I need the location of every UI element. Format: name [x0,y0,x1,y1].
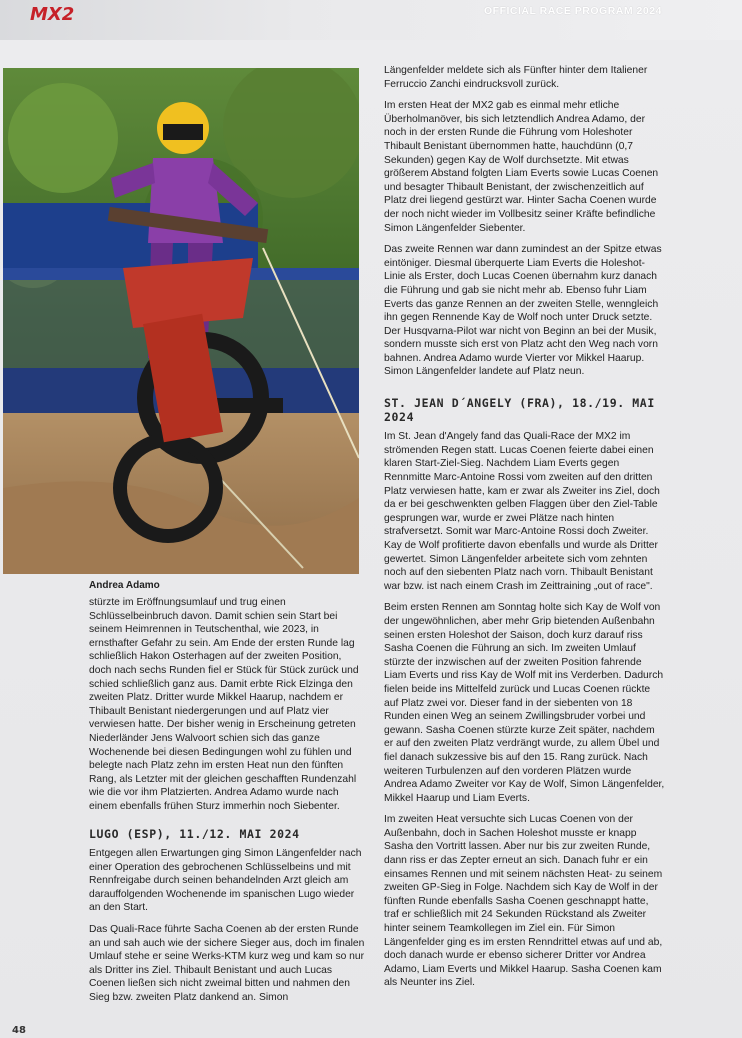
header-bar [0,0,742,40]
left-column [89,596,365,1013]
paragraph: Beim ersten Rennen am Sonntag holte sich Kay de Wolf von der ungewöhnlichen, aber mehr Grip bietenden Außenbahn seinen ersten Holeshot der Saison, doch kurz darauf riss Sasha Coenen die Führung an sich. Im zweiten Umlauf stürzte der inzwischen auf der zweiten Position fahrende Liam Everts und riss Kay de Wolf mit ins Verderben. Dadurch fielen beide ins Mittelfeld zurück und Lucas Coenen rückte auf Platz zwei vor. Dieser fand in der siebenten von 18 Runden einen Weg an seinem Zwillingsbruder vorbei und gewann. Sasha Coenen stürzte kurze Zeit später, nachdem er auf den zweiten Platz verdrängt wurde, zu allem Übel und fiel danach sukzessive bis auf den 15. Rang zurück. Nach weiteren Turbulenzen auf den vorderen Plätzen wurde Andrea Adamo Zweiter vor Kay de Wolf, Simon Längenfelder, Mikkel Haarup und Liam Everts. [384,602,665,804]
program-title: OFFICIAL RACE PROGRAM 2024 [484,5,662,17]
right-column [384,64,666,998]
page-number: 48 [12,1025,26,1036]
mx2-logo: MX2 [30,4,75,25]
paragraph: Im St. Jean d'Angely fand das Quali-Race der MX2 im strömenden Regen statt. Lucas Coenen feierte dabei einen klaren Start-Ziel-Sieg. Nachdem Liam Everts gegen Rennmitte Marc-Antoine Rossi vom zweiten auf den dritten Platz verwiesen hatte, kam er zwar als Zweiter ins Ziel, doch da er bei geschwenkten gelben Flaggen über den Ziel-Table gesprungen war, wurde er zwei Plätze nach hinten strafversetzt. Somit war Marc-Antoine Rossi doch Zweiter. Kay de Wolf profitierte davon ebenfalls und wurde als Dritter gewertet. Simon Längenfelder arbeitete sich vom zehnten noch auf den siebenten Platz nach vorn. Thibault Benistant war bzw. ist nach einem Crash im Zeittraining „out of race". [384,431,660,592]
paragraph: Im ersten Heat der MX2 gab es einmal mehr etliche Überholmanöver, bis sich letztendlich Andrea Adamo, der noch in der ersten Runde die Führung vom Holeshoter Thibault Benistant übernommen hatte, hauchdünn (0,7 Sekunden) gegen Kay de Wolf durchsetzte. Mit etwas größerem Abstand folgten Liam Everts sowie Lucas Coenen und besagter Thibault Benistant, der zwischenzeitlich auf Platz drei liegend gestürzt war. Hinter Sacha Coenen wurde der noch nicht wieder im Vollbesitz seiner Kräfte befindliche Simon Längenfelder Siebenter. [384,100,659,234]
paragraph: Das Quali-Race führte Sacha Coenen ab der ersten Runde an und sah auch wie der sichere Sieger aus, doch im finalen Umlauf stehe er seine Werks-KTM kurz weg und kam so nur als Dritter ins Ziel. Thibault Benistant und auch Lucas Coenen ließen sich nicht zweimal bitten und nahmen den Sieg bzw. zweiten Platz dankend an. Simon [89,924,365,1004]
section-heading-lugo: LUGO (ESP), 11./12. MAI 2024 [89,826,300,841]
photo-caption: Andrea Adamo [89,580,160,591]
paragraph: Im zweiten Heat versuchte sich Lucas Coenen von der Außenbahn, doch in Sachen Holeshot musste er knapp Sasha den Vortritt lassen. Aber nur bis zur zweiten Runde, dann riss er das Zepter erneut an sich. Danach fuhr er ein einsames Rennen und mit seinem nächsten Heat- zu seinem zweiten GP-Sieg in Folge. Nachdem sich Kay de Wolf in der fünften Runde ebenfalls Sasha Coenen geschnappt hatte, traf er schließlich mit 24 Sekunden Rückstand als Zweiter hinter seinem Teamkollegen im Ziel ein. Für Simon Längenfelder ging es im ersten Renndrittel etwas auf und ab, doch danach wurde er ebenso sicherer Dritter vor Andrea Adamo, Liam Everts und Mikkel Haarup. Sasha Coenen kam als Neunter ins Ziel. [384,814,663,989]
section-heading-st-jean: ST. JEAN D´ANGELY (FRA), 18./19. MAI 2024 [384,396,655,424]
rider-photo [3,68,359,574]
motocross-rider-image [3,68,359,574]
paragraph: Das zweite Rennen war dann zumindest an der Spitze etwas eintöniger. Diesmal überquerte Liam Everts die Holeshot-Linie als Erster, doch Lucas Coenen übernahm kurz danach die Führung und gab sie nicht mehr ab. Ebenso fuhr Liam Everts das ganze Rennen an der zweiten Stelle, wenngleich ihn gegen Rennende Kay de Wolf noch unter Druck setzte. Der Husqvarna-Pilot war nicht von Beginn an bei der Musik, sondern musste sich erst von Platz acht den Weg nach vorn bahnen. Andrea Adamo wurde Vierter vor Mikkel Haarup. Simon Längenfelder landete auf Platz neun. [384,244,662,378]
paragraph: Längenfelder meldete sich als Fünfter hinter dem Italiener Ferruccio Zanchi eindrucksvoll zurück. [384,65,648,90]
paragraph: stürzte im Eröffnungsumlauf und trug einen Schlüsselbeinbruch davon. Damit schien sein Start bei seinem Heimrennen in Teutschenthal, wie 2023, in ernsthafter Gefahr zu sein. Am Ende der ersten Runde lag schließlich Hakon Osterhagen auf der zweiten Position, doch nach sechs Runden fiel er Stück für Stück zurück und schied schließlich ganz aus. Damit erbte Rick Elzinga den zweiten Platz. Dritter wurde Mikkel Haarup, nachdem er Thibault Benistant niedergerungen und auf Platz vier verwiesen hatte. Der bisher wenig in Erscheinung getreten Niederländer Jens Walvoort schien sich das ganze Wochenende bei diesen Bedingungen wohl zu fühlen und belegte nach Platz zehn im ersten Heat nun den fünften Rang, als Letzter mit der gleichen geschafften Rundenzahl wie die vor ihm Platzierten. Andrea Adamo wurde nach einem ebenfalls frühen Sturz immerhin noch Siebenter. [89,597,359,812]
paragraph: Entgegen allen Erwartungen ging Simon Längenfelder nach einer Operation des gebrochenen Schlüsselbeins und mit Rennfreigabe durch seinen behandelnden Arzt gleich am darauffolgenden Wochenende im spanischen Lugo wieder an den Start. [89,848,362,914]
